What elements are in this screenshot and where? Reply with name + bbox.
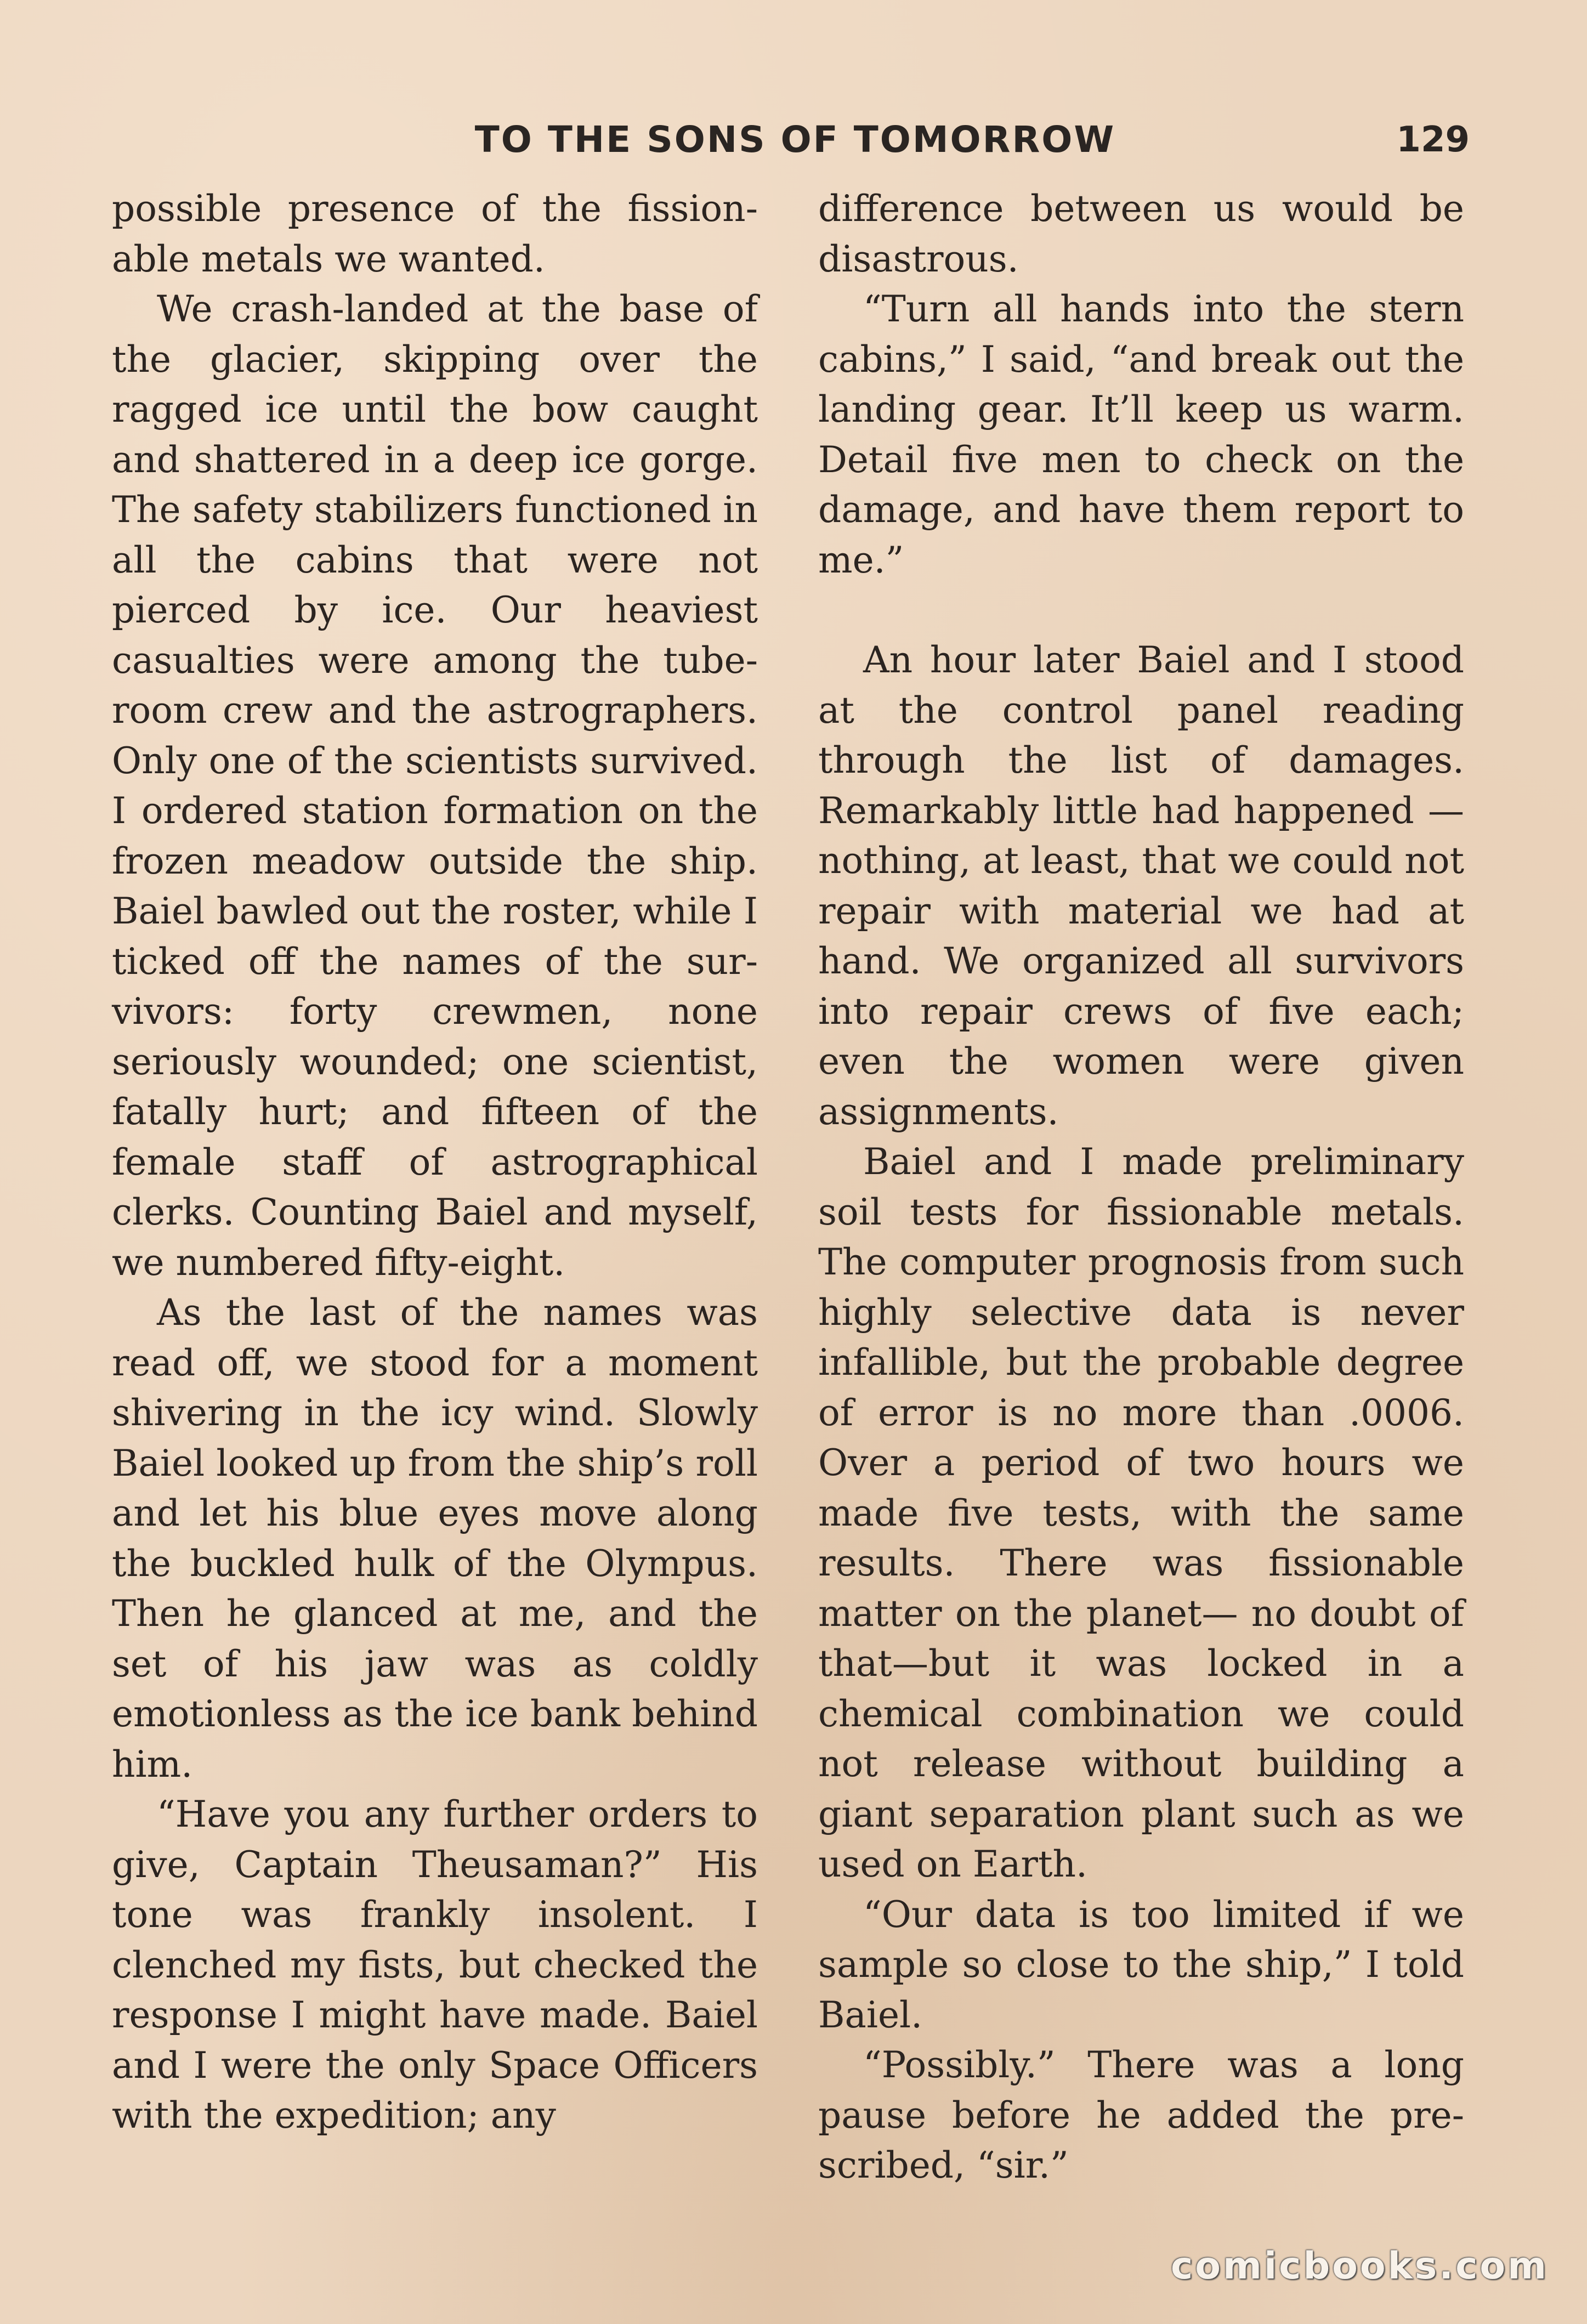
paragraph: possible presence of the fissionable metals we wanted.: [112, 188, 758, 280]
paragraph: As the last of the names was read off, we stood for a moment shivering in the icy wind. Slowly Baiel looked up from the ship’s roll and let his blue eyes move along the buckled hulk of the Olympus. Then he glanced at me, and the set of his jaw was as coldly emotionless as the ice bank behind him.: [112, 1291, 758, 1785]
watermark-logo: comicbooks.com: [1170, 2244, 1549, 2288]
page-number: 129: [1396, 120, 1470, 160]
text-column-left: [112, 184, 758, 2141]
paragraph: “Our data is too limited if we sample so close to the ship,” I told Baiel.: [818, 1893, 1464, 2036]
paragraph: “Have you any further orders to give, Captain Theusaman?” His tone was frankly insolent. I clenched my fists, but checked the response I might have made. Baiel and I were the only Space Officers with the expedition; any: [112, 1793, 758, 2136]
running-header: [110, 115, 1481, 165]
paragraph: difference between us would be disastrous.: [818, 188, 1464, 280]
paragraph-section-start: An hour later Baiel and I stood at the control panel reading through the list of damages. Remarkably little had happened —nothing, at least, that we could not repair with material we had at hand. We organized all survivors into repair crews of five each; even the women were given assignments.: [818, 639, 1464, 1133]
running-title: TO THE SONS OF TOMORROW: [474, 118, 1116, 161]
paragraph: We crash-landed at the base of the glacier, skipping over the ragged ice until the bow caught and shattered in a deep ice gorge. The safety stabilizers functioned in all the cabins that were not pierced by ice. Our heaviest casualties were among the tube-room crew and the astrographers. Only one of the scientists survived. I ordered station formation on the frozen meadow outside the ship. Baiel bawled out the roster, while I ticked off the names of the survivors: forty crewmen, none seriously wounded; one scientist, fatally hurt; and fifteen of the female staff of astrographical clerks. Counting Baiel and myself, we numbered fifty-eight.: [112, 288, 758, 1284]
text-column-right: [818, 184, 1464, 2191]
paragraph: Baiel and I made preliminary soil tests for fissionable metals. The computer prognosis from such highly selective data is never infallible, but the probable degree of error is no more than .0006. Over a period of two hours we made five tests, with the same results. There was fissionable matter on the planet— no doubt of that—but it was locked in a chemical combination we could not release without building a giant separation plant such as we used on Earth.: [818, 1141, 1464, 1885]
paragraph: “Possibly.” There was a long pause before he added the prescribed, “sir.”: [818, 2044, 1464, 2186]
paragraph: “Turn all hands into the stern cabins,” I said, “and break out the landing gear. It’ll keep us warm. Detail five men to check on the damage, and have them report to me.”: [818, 288, 1464, 581]
